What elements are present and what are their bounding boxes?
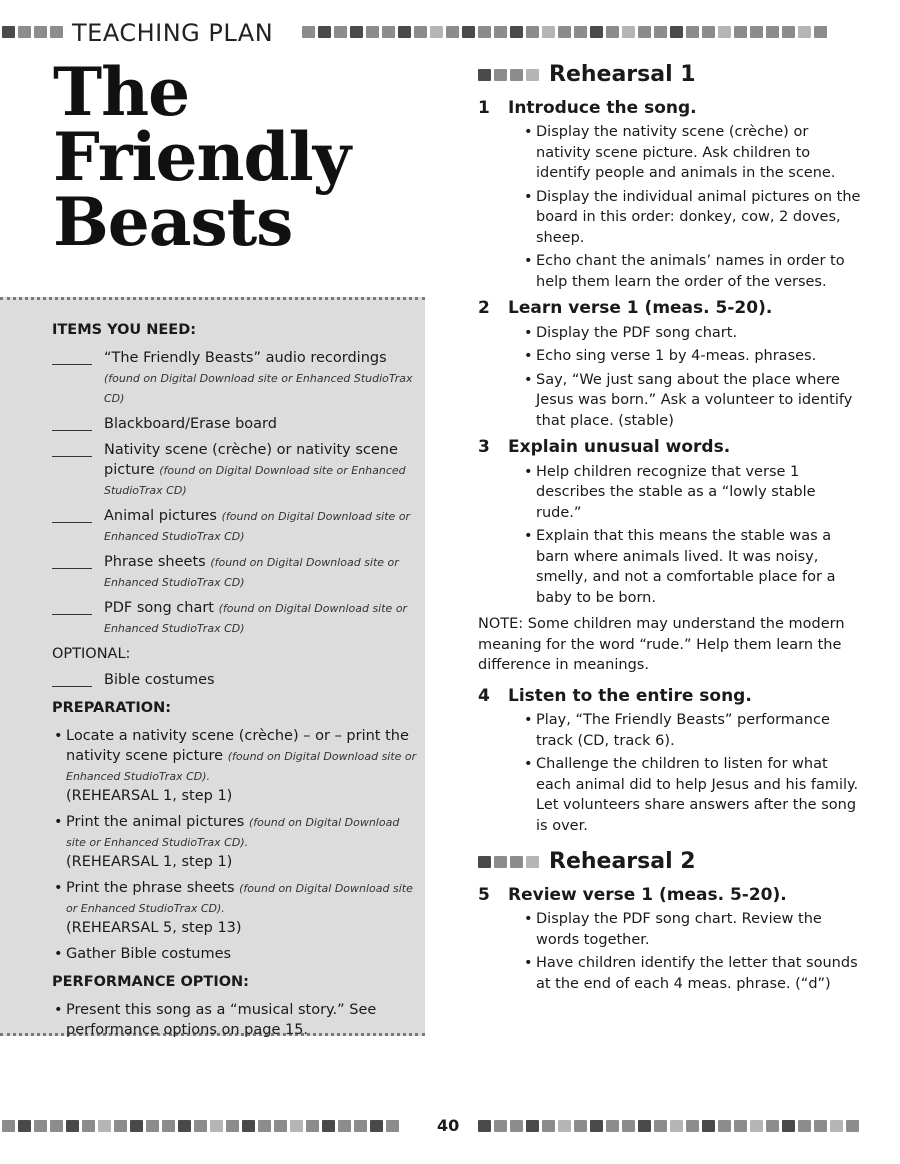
step-list [524, 323, 863, 432]
checkbox-blank[interactable] [52, 414, 92, 431]
checklist-item: PDF song chart (found on Digital Download site or Enhanced StudioTrax CD) [52, 598, 422, 638]
performance-heading: PERFORMANCE OPTION: [52, 974, 249, 990]
list-item: • Help children recognize that verse 1 describes the stable as a “lowly stable rude.” [524, 462, 863, 524]
optional-label: OPTIONAL: [52, 646, 131, 662]
list-item: • Present this song as a “musical story.” See performance options on page 15. [52, 1000, 422, 1040]
list-item: • Locate a nativity scene (crèche) – or – print the nativity scene picture (found on Digital Download site or Enhanced StudioTrax CD). (REHEARSAL 1, step 1) [52, 726, 422, 806]
checklist-item-optional: Bible costumes [52, 670, 422, 690]
items-heading: ITEMS YOU NEED: [52, 322, 197, 338]
step-list [524, 710, 863, 836]
step-heading: 1 Introduce the song. [478, 97, 697, 118]
rehearsal-column [478, 62, 863, 997]
page-title: The Friendly Beasts [53, 53, 351, 261]
header-blocks-right [302, 26, 827, 38]
preparation-heading: PREPARATION: [52, 700, 172, 716]
heading-blocks [478, 856, 539, 868]
rehearsal-1-heading: Rehearsal 1 [478, 65, 863, 86]
step-heading: 2 Learn verse 1 (meas. 5-20). [478, 298, 773, 318]
heading-blocks [478, 69, 539, 81]
list-item: • Display the PDF song chart. Review the words together. [524, 909, 863, 950]
checkbox-blank[interactable] [52, 440, 92, 457]
list-item: • Echo chant the animals’ names in order to help them learn the order of the verses. [524, 251, 863, 292]
step-list [524, 909, 863, 994]
checklist-item: Blackboard/Erase board [52, 414, 422, 434]
step-list [524, 462, 863, 609]
checklist-item: Nativity scene (crèche) or nativity scene picture (found on Digital Download site or Enhanced StudioTrax CD) [52, 440, 422, 500]
teacher-note: NOTE: Some children may understand the modern meaning for the word “rude.” Help them learn the difference in meanings. [478, 616, 845, 673]
list-item: • Explain that this means the stable was a barn where animals lived. It was noisy, smelly, and not a comfortable place for a baby to be born. [524, 526, 863, 608]
checkbox-blank[interactable] [52, 506, 92, 523]
step-heading: 4 Listen to the entire song. [478, 685, 752, 706]
checkbox-blank[interactable] [52, 598, 92, 615]
step-heading: 3 Explain unusual words. [478, 437, 731, 457]
sidebar-box [0, 297, 425, 1036]
page-number: 40 [437, 1116, 460, 1135]
checkbox-blank[interactable] [52, 552, 92, 569]
list-item: • Display the PDF song chart. [524, 323, 863, 344]
list-item: • Have children identify the letter that sounds at the end of each 4 meas. phrase. (“d”) [524, 953, 863, 994]
checklist-item: “The Friendly Beasts” audio recordings (found on Digital Download site or Enhanced StudioTrax CD) [52, 348, 422, 408]
list-item: • Challenge the children to listen for what each animal did to help Jesus and his family. Let volunteers share answers after the song is over. [524, 754, 863, 836]
list-item: • Display the individual animal pictures on the board in this order: donkey, cow, 2 doves, sheep. [524, 187, 863, 249]
list-item: • Echo sing verse 1 by 4-meas. phrases. [524, 346, 863, 367]
list-item: • Print the animal pictures (found on Digital Download site or Enhanced StudioTrax CD). (REHEARSAL 1, step 1) [52, 812, 422, 872]
footer-blocks-right [478, 1120, 859, 1132]
step-list [524, 122, 863, 292]
list-item: • Gather Bible costumes [52, 944, 422, 964]
list-item: • Say, “We just sang about the place where Jesus was born.” Ask a volunteer to identify that place. (stable) [524, 370, 863, 432]
checkbox-blank[interactable] [52, 348, 92, 365]
list-item: • Display the nativity scene (crèche) or nativity scene picture. Ask children to identify people and animals in the scene. [524, 122, 863, 184]
checkbox-blank[interactable] [52, 670, 92, 687]
step-heading: 5 Review verse 1 (meas. 5-20). [478, 884, 787, 905]
rehearsal-2-heading: Rehearsal 2 [478, 852, 863, 873]
preparation-list [52, 726, 422, 964]
list-item: • Print the phrase sheets (found on Digital Download site or Enhanced StudioTrax CD). (REHEARSAL 5, step 13) [52, 878, 422, 938]
checklist-item: Phrase sheets (found on Digital Download site or Enhanced StudioTrax CD) [52, 552, 422, 592]
header-blocks-left [2, 26, 63, 38]
performance-list [52, 1000, 422, 1040]
list-item: • Play, “The Friendly Beasts” performance track (CD, track 6). [524, 710, 863, 751]
section-label: TEACHING PLAN [72, 19, 274, 47]
footer-blocks-left [2, 1120, 399, 1132]
checklist-item: Animal pictures (found on Digital Download site or Enhanced StudioTrax CD) [52, 506, 422, 546]
